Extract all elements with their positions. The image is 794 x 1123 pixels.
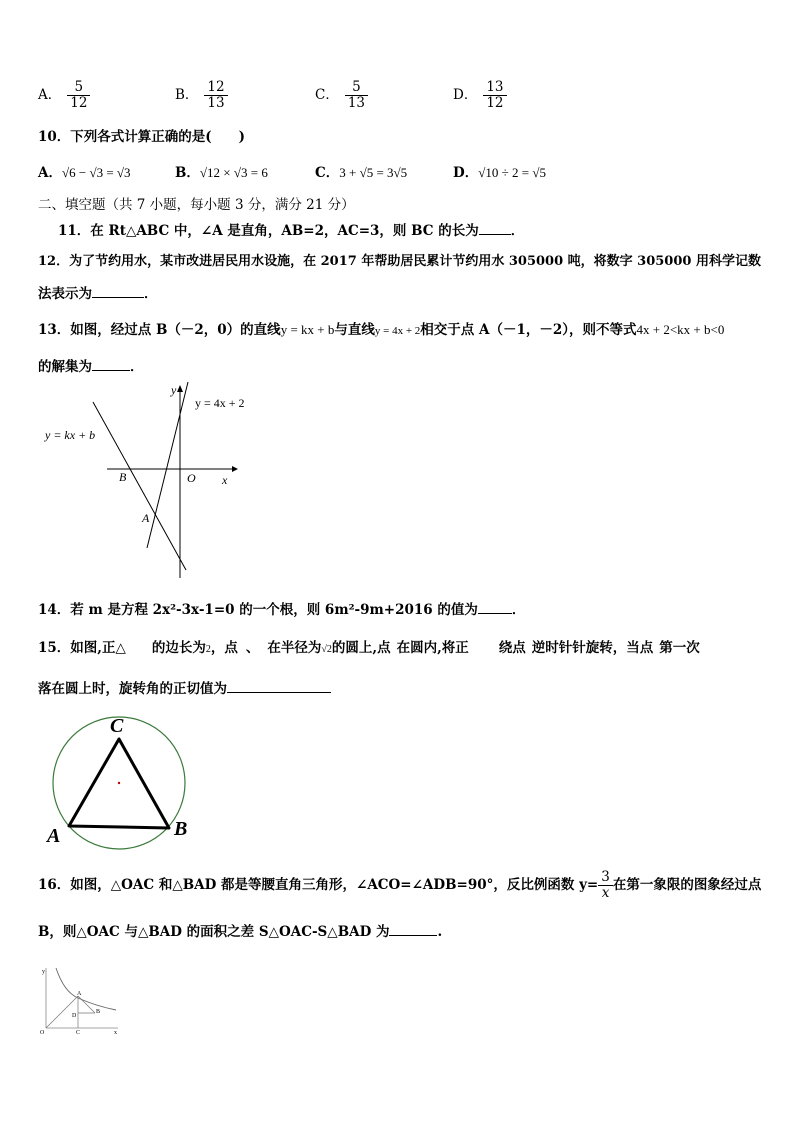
label-c: C <box>76 1030 81 1036</box>
option-letter: D． <box>453 86 478 103</box>
label-x: x <box>114 1030 117 1036</box>
answer-blank <box>479 222 511 235</box>
label-b: B <box>96 1009 101 1015</box>
option-letter: C． <box>315 86 339 103</box>
label-o: O <box>40 1030 45 1036</box>
answer-blank <box>92 358 130 371</box>
q15-line2: 落在圆上时，旋转角的正切值为 <box>38 677 331 697</box>
q15-line1: 15．如图,正△ 的边长为2，点 、 在半径为√2的圆上,点 在圆内,将正 绕点 逆时针针旋转，当点 第一次 <box>38 640 700 656</box>
y-axis-arrow <box>177 385 183 392</box>
option-letter: A． <box>38 86 62 103</box>
q10-option-b: B．√12 × √3 = 6 <box>175 165 268 181</box>
label-b: B <box>119 470 127 484</box>
q10-option-c: C．3 + √5 = 3√5 <box>315 165 408 181</box>
fraction: $\frac{3}{x}$ <box>598 870 613 901</box>
q9-option-d <box>453 80 507 111</box>
line-4x-2 <box>147 382 188 548</box>
q16-line1: 16．如图，△OAC 和△BAD 都是等腰直角三角形，∠ACO=∠ADB=90°，反比例函数 y= $\frac{3}{x}$ 在第一象限的图象经过点 <box>38 869 762 901</box>
q10-stem: 10．下列各式计算正确的是( ) <box>38 129 246 145</box>
q10-option-d: D．√10 ÷ 2 = √5 <box>453 165 546 181</box>
fraction: $\frac{13}{12}$ <box>483 80 506 111</box>
label-y: y <box>42 969 45 975</box>
q13-line1: 13．如图，经过点 B（－2，0）的直线y = kx + b与直线y = 4x + 2相交于点 A（－1，－2），则不等式4x + 2<kx + b<0 <box>38 322 725 338</box>
label-x: x <box>222 473 228 487</box>
center-point <box>118 782 120 784</box>
q14-text: 14．若 m 是方程 2x²-3x-1=0 的一个根，则 6m²-9m+2016 的值为 ． <box>38 602 526 618</box>
label-a: A <box>47 825 61 847</box>
section-heading: 二、填空题（共 7 小题，每小题 3 分，满分 21 分） <box>38 197 355 213</box>
q13-line2: 的解集为 ． <box>38 359 144 375</box>
label-o: O <box>187 471 196 485</box>
q9-option-b <box>175 80 228 111</box>
q9-option-c <box>315 80 368 111</box>
answer-blank <box>389 923 437 936</box>
answer-blank <box>227 680 331 693</box>
figure-15-circle <box>40 710 200 850</box>
q11-text: 11．在 Rt△ABC 中，∠A 是直角，AB=2，AC=3，则 BC 的长为 ． <box>58 223 525 239</box>
segment-ab <box>78 996 95 1013</box>
segment-oa <box>46 996 78 1028</box>
label-a: A <box>142 511 150 525</box>
label-y: y <box>171 383 177 397</box>
label-line-4x-2: y = 4x + 2 <box>195 396 245 410</box>
q10-option-a: A．√6 − √3 = √3 <box>38 165 131 181</box>
q12-line2: 法表示为 ． <box>38 286 158 302</box>
answer-blank <box>92 285 144 298</box>
figure-16-graph <box>38 962 128 1036</box>
line-kx-b <box>93 402 186 570</box>
answer-blank <box>478 601 512 614</box>
option-letter: B． <box>175 86 199 103</box>
q9-option-a <box>38 80 90 111</box>
label-line-kx-b: y = kx + b <box>45 428 96 442</box>
label-b: B <box>174 818 188 840</box>
label-a: A <box>77 991 82 997</box>
fraction: $\frac{5}{12}$ <box>67 80 90 111</box>
figure-13-graph <box>40 380 250 585</box>
fraction: $\frac{12}{13}$ <box>204 80 227 111</box>
q16-line2: B，则△OAC 与△BAD 的面积之差 S△OAC-S△BAD 为 . <box>38 924 443 940</box>
label-d: D <box>72 1013 77 1019</box>
q12-line1: 12．为了节约用水，某市改进居民用水设施，在 2017 年帮助居民累计节约用水 305000 吨，将数字 305000 用科学记数 <box>38 254 761 269</box>
label-c: C <box>110 715 124 737</box>
x-axis-arrow <box>232 466 238 472</box>
fraction: $\frac{5}{13}$ <box>345 80 368 111</box>
